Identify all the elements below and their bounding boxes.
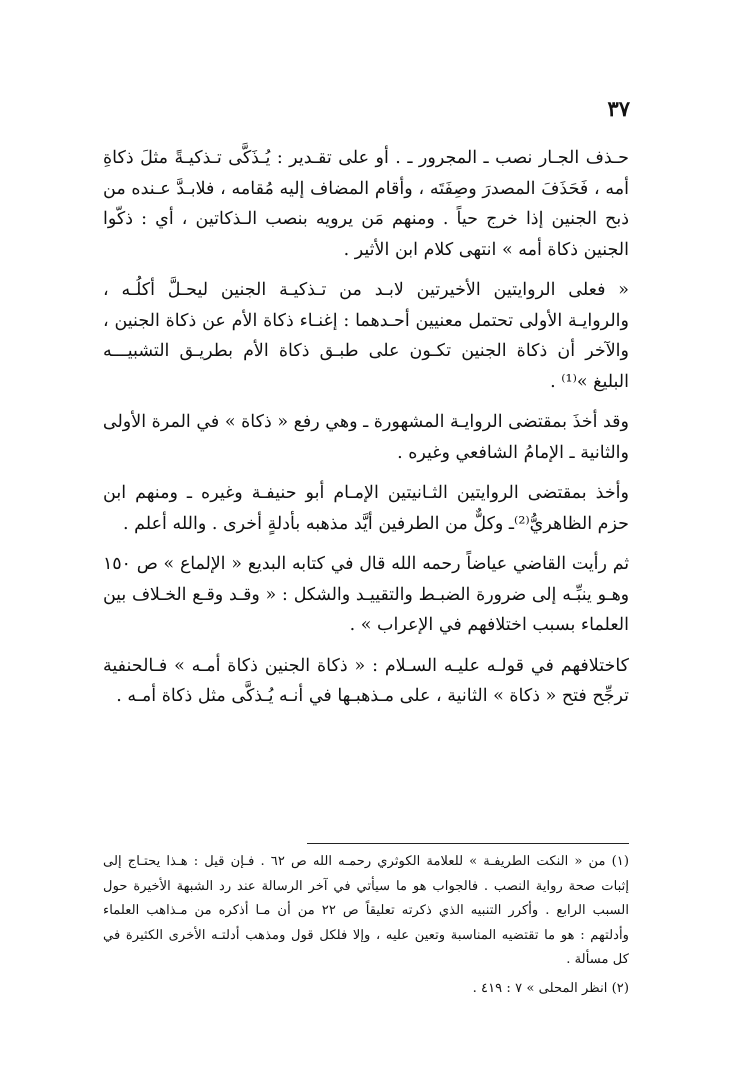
footnote [103, 977, 629, 1002]
text-line: العلماء بسبب اختلافهم في الإعراب » . [349, 615, 629, 635]
paragraph [103, 143, 629, 265]
paragraph [103, 549, 629, 641]
text-line: كاختلافهم في قولـه عليـه السـلام : « ذكاة الجنين ذكاة أمـه » فـالحنفية [103, 655, 629, 676]
text-line: وأخذ بمقتضى الروايتين الثـانيتين الإمـام أبو حنيفـة وغيره ـ ومنهم ابن [103, 483, 629, 503]
text-line: والثانية ـ الإمامُ الشافعي وغيره . [397, 442, 629, 463]
text-line: وقد أخذَ بمقتضى الروايـة المشهورة ـ وهي رفع « ذكاة » في المرة الأولى [102, 412, 629, 432]
text-line: ثم رأيت القاضي عياضاً رحمه الله قال في كتابه البديع « الإلماع » ص ١٥٠ [103, 554, 629, 574]
text-line: والروايـة الأولى تحتمل معنيين أحـدهما : إغنـاء ذكاة الأم عن ذكاة الجنين ، [103, 310, 629, 331]
text-line: « فعلى الروايتين الأخيرتين لابـد من تـذكيـة الجنين ليحـلَّ أكلُـه ، [103, 280, 629, 300]
text-line: أمه ، فَحَذَفَ المصدرَ وصِفَتَه ، وأقام المضاف إليه مُقامه ، فلابـدَّ عـنده من [103, 178, 629, 199]
footnote-line: إثبات صحة رواية النصب . فالجواب هو ما سيأتي في آخر الرسالة عند رد الشبهة الأخيرة حول [103, 878, 629, 894]
footnote-line: وأدلتهم : هو ما تقتضيه المناسبة وتعين عليه ، وإلا فلكل قول ومذهب أدلتـه الأخرى الكثيرة في [103, 927, 629, 943]
footnote-line: (٢) انظر المحلى » ٧ : ٤١٩ . [472, 980, 629, 996]
footnote [103, 850, 629, 973]
text-line: وهـو ينبِّـه إلى ضرورة الضبـط والتقييـد والشكل : « وقـد وقـع الخـلاف بين [103, 584, 629, 605]
text-line: الجنين ذكاة أمه » انتهى كلام ابن الأثير . [343, 239, 629, 260]
footnote-line: السبب الرابع . وأكرر التنبيه الذي ذكرته تعليقاً ص ٢٢ من أن مـا أذكره من مـذاهب العلماء [103, 903, 629, 919]
text-line: البليغ »⁽¹⁾ . [550, 371, 629, 392]
footnote-separator [307, 843, 629, 844]
footnotes [103, 850, 629, 1006]
main-text [103, 143, 629, 722]
paragraph [103, 478, 629, 539]
paragraph [103, 651, 629, 712]
text-line: ترجِّح فتح « ذكاة » الثانية ، على مـذهبـها في أنـه يُـذكَّى مثل ذكاة أمـه . [116, 686, 629, 706]
text-line: ذبح الجنين إذا خرج حياً . ومنهم مَن يرويه بنصب الـذكاتين ، أي : ذكّوا [103, 209, 629, 229]
text-line: حزم الظاهريُّ⁽²⁾ـ وكلٌّ من الطرفين أيَّد مذهبه بأدلةٍ أخرى . والله أعلم . [123, 513, 629, 534]
paragraph [103, 407, 629, 468]
text-line: حـذف الجـار نصب ـ المجرور ـ . أو على تقـدير : يُـذَكَّى تـذكيـةً مثلَ ذكاةِ [103, 148, 629, 168]
footnote-line: كل مسألة . [566, 952, 629, 968]
paragraph [103, 275, 629, 397]
page-number: ٣٧ [607, 96, 630, 121]
text-line: والآخر أن ذكاة الجنين تكـون على طبـق ذكاة الأم بطريـق التشبيـــه [103, 341, 629, 361]
footnote-line: (١) من « النكت الطريفـة » للعلامة الكوثري رحمـه الله ص ٦٢ . فـإن قيل : هـذا يحتـاج إلى [103, 854, 629, 869]
